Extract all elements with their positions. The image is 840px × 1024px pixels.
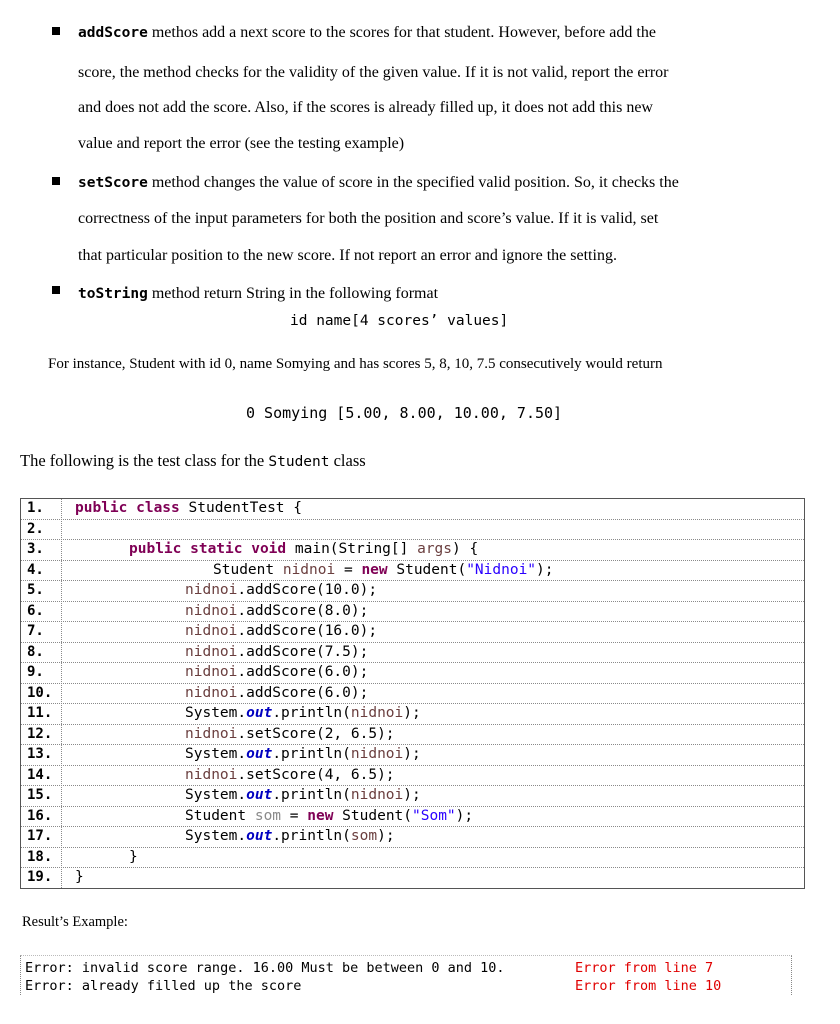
code-row xyxy=(21,704,804,725)
code-token: .println( xyxy=(272,746,351,762)
code-token: "Nidnoi" xyxy=(466,561,537,578)
code-row xyxy=(21,602,804,623)
line-number: 3. xyxy=(27,541,44,557)
code-row xyxy=(21,684,804,705)
code-token: public class xyxy=(75,500,189,516)
line-number: 5. xyxy=(27,582,44,598)
code-token: nidnoi xyxy=(185,684,238,701)
code-token: nidnoi xyxy=(185,602,238,619)
code-token: .setScore(2, 6.5); xyxy=(237,725,395,742)
code-row xyxy=(21,725,804,746)
code-token: } xyxy=(75,869,84,885)
code-token: out xyxy=(246,746,273,762)
code-token: .addScore(6.0); xyxy=(237,664,369,680)
code-row xyxy=(21,868,804,889)
bullet-square-icon xyxy=(52,286,60,294)
bullet-line xyxy=(78,284,438,304)
line-number: 7. xyxy=(27,623,44,639)
code-row xyxy=(21,499,804,520)
code-token: Student( xyxy=(342,807,413,824)
example-output: 0 Somying [5.00, 8.00, 10.00, 7.50] xyxy=(246,404,563,422)
code-token: .addScore(16.0); xyxy=(237,623,378,639)
code-text xyxy=(185,644,368,660)
code-token: ); xyxy=(377,828,395,844)
bullet-square-icon xyxy=(52,177,60,185)
line-number: 13. xyxy=(27,746,53,762)
code-token: main(String[] xyxy=(294,541,418,557)
bullet-text: method changes the value of score in the specified valid position. So, it checks the xyxy=(147,174,679,191)
code-token: System. xyxy=(185,787,247,803)
code-token: nidnoi xyxy=(350,787,404,803)
code-token: System. xyxy=(185,828,247,844)
method-name: setScore xyxy=(78,175,148,191)
code-token: .println( xyxy=(272,705,351,721)
line-number: 10. xyxy=(27,684,53,701)
format-spec: id name[4 scores’ values] xyxy=(290,313,509,329)
code-row xyxy=(21,807,804,828)
code-token: nidnoi xyxy=(185,582,238,598)
code-token: "Som" xyxy=(412,807,456,824)
code-token: som xyxy=(350,828,378,844)
code-text xyxy=(185,705,421,721)
code-row xyxy=(21,581,804,602)
code-text xyxy=(75,869,84,885)
code-token: out xyxy=(246,705,273,721)
code-token: Student xyxy=(213,561,283,578)
line-number: 8. xyxy=(27,643,44,660)
code-token: nidnoi xyxy=(185,664,238,680)
intro-text: The following is the test class for the xyxy=(20,451,269,470)
code-row xyxy=(21,766,804,787)
code-text xyxy=(185,623,377,639)
method-name: addScore xyxy=(78,25,148,41)
code-token: nidnoi xyxy=(350,705,404,721)
code-text xyxy=(75,500,302,516)
code-token: nidnoi xyxy=(185,643,238,660)
code-token: nidnoi xyxy=(185,725,238,742)
code-token: = xyxy=(335,561,362,578)
code-token: .setScore(4, 6.5); xyxy=(237,766,395,783)
code-text xyxy=(185,685,368,701)
code-token: ); xyxy=(403,705,421,721)
code-row xyxy=(21,561,804,582)
code-text xyxy=(185,726,395,742)
result-note: Error from line 7 xyxy=(575,960,714,976)
line-number: 18. xyxy=(27,848,53,865)
code-token: .addScore(10.0); xyxy=(237,582,378,598)
bullet-line: correctness of the input parameters for both the position and score’s value. If it is valid, set xyxy=(78,210,659,227)
code-token: .addScore(7.5); xyxy=(237,643,369,660)
code-text xyxy=(185,828,395,844)
code-row xyxy=(21,848,804,869)
line-number: 11. xyxy=(27,705,53,721)
code-row xyxy=(21,786,804,807)
code-token: .addScore(8.0); xyxy=(237,602,369,619)
code-token: out xyxy=(246,787,273,803)
code-text xyxy=(185,767,395,783)
bullet-square-icon xyxy=(52,27,60,35)
code-token: out xyxy=(246,828,273,844)
class-name: Student xyxy=(268,454,330,470)
result-line: Error: invalid score range. 16.00 Must be between 0 and 10. xyxy=(25,960,505,976)
code-token: .addScore(6.0); xyxy=(237,684,369,701)
code-text xyxy=(213,562,554,578)
code-token: som xyxy=(254,807,282,824)
code-token: System. xyxy=(185,705,247,721)
code-row xyxy=(21,827,804,848)
code-text xyxy=(185,582,377,598)
result-line: Error: already filled up the score xyxy=(25,978,302,994)
code-text xyxy=(129,849,138,865)
code-token: Student( xyxy=(396,561,467,578)
line-number: 6. xyxy=(27,602,44,619)
intro-text-end: class xyxy=(329,451,366,470)
code-token: nidnoi xyxy=(282,561,336,578)
bullet-line xyxy=(78,173,679,193)
code-row xyxy=(21,520,804,541)
code-token: } xyxy=(129,848,138,865)
line-number: 15. xyxy=(27,787,53,803)
code-token: .println( xyxy=(272,787,351,803)
code-text xyxy=(185,603,368,619)
code-token: public static void xyxy=(129,541,295,557)
code-token: Student xyxy=(185,807,255,824)
code-text xyxy=(185,746,421,762)
method-name: toString xyxy=(78,286,148,302)
line-number: 1. xyxy=(27,500,44,516)
code-token: ) { xyxy=(452,541,479,557)
result-label: Result’s Example: xyxy=(22,914,128,930)
code-row xyxy=(21,663,804,684)
bullet-line: value and report the error (see the testing example) xyxy=(78,135,405,152)
code-text xyxy=(185,664,368,680)
line-number: 4. xyxy=(27,561,44,578)
code-listing xyxy=(20,498,805,889)
code-token: new xyxy=(307,807,343,824)
code-token: ); xyxy=(455,807,474,824)
bullet-line: score, the method checks for the validity of the given value. If it is not valid, report the error xyxy=(78,64,669,81)
code-token: .println( xyxy=(272,828,351,844)
test-intro xyxy=(20,451,366,471)
code-text xyxy=(129,541,478,557)
code-row xyxy=(21,540,804,561)
code-text xyxy=(185,808,473,824)
code-token: new xyxy=(361,561,397,578)
bullet-line: that particular position to the new score. If not report an error and ignore the setting. xyxy=(78,247,617,264)
code-token: nidnoi xyxy=(185,766,238,783)
result-note: Error from line 10 xyxy=(575,978,722,994)
code-token: args xyxy=(417,541,453,557)
line-number: 12. xyxy=(27,725,53,742)
code-token: ); xyxy=(403,787,421,803)
code-token: nidnoi xyxy=(350,746,404,762)
code-token: = xyxy=(281,807,308,824)
code-token: nidnoi xyxy=(185,623,238,639)
code-row xyxy=(21,643,804,664)
bullet-text: method return String in the following format xyxy=(147,285,439,302)
line-number: 2. xyxy=(27,520,44,537)
bullet-text: methos add a next score to the scores for that student. However, before add the xyxy=(147,24,656,41)
line-number: 9. xyxy=(27,664,44,680)
line-number: 16. xyxy=(27,807,53,824)
code-token: ); xyxy=(536,561,554,578)
bullet-line: and does not add the score. Also, if the scores is already filled up, it does not add this new xyxy=(78,99,653,116)
line-number: 17. xyxy=(27,828,53,844)
code-token: ); xyxy=(403,746,421,762)
instance-text: For instance, Student with id 0, name Somying and has scores 5, 8, 10, 7.5 consecutively would return xyxy=(48,356,663,372)
bullet-line xyxy=(78,23,656,43)
code-text xyxy=(185,787,421,803)
code-row xyxy=(21,622,804,643)
line-number: 14. xyxy=(27,766,53,783)
code-token: System. xyxy=(185,746,247,762)
code-row xyxy=(21,745,804,766)
result-output xyxy=(20,955,792,995)
line-number: 19. xyxy=(27,869,53,885)
code-token: StudentTest { xyxy=(188,500,302,516)
